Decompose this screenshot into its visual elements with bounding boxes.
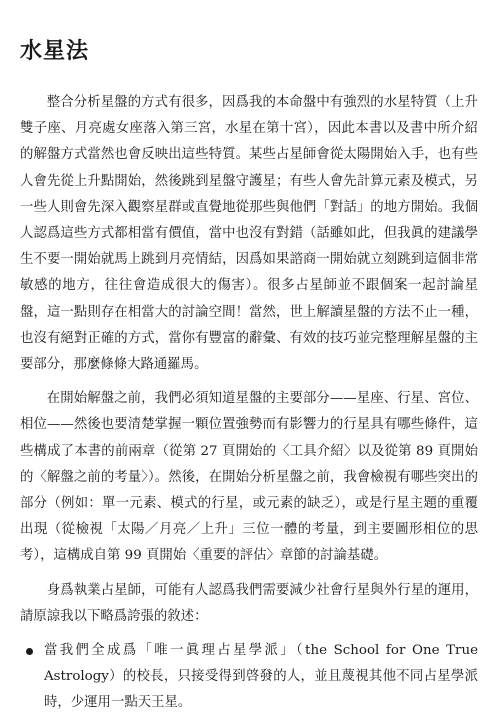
bullet-dot-icon: [26, 648, 33, 655]
section-title: 水星法: [20, 38, 90, 64]
paragraph-1: 整合分析星盤的方式有很多，因爲我的本命盤中有強烈的水星特質（上升雙子座、月亮處女座落入第三宮，水星在第十宮），因此本書以及書中所介紹的解盤方式當然也會反映出這些特質。某些占星師會從太陽開始入手，也有些人會先從上升點開始，然後跳到星盤守護星；有些人會先計算元素及模式，另一些人則會先深入觀察星群或直覺地從那些與他們「對話」的地方開始。我個人認爲這些方式都相當有價值，當中也沒有對錯（話雖如此，但我眞的建議學生不要一開始就馬上跳到月亮情結，因爲如果諮商一開始就立刻跳到這個非常敏感的地方，往往會造成很大的傷害）。很多占星師並不跟個案一起討論星盤，這一點則存在相當大的討論空間！當然，世上解讀星盤的方法不止一種，也沒有絕對正確的方式，當你有豐富的辭彙、有效的技巧並完整理解星盤的主要部分，那麼條條大路通羅馬。: [20, 95, 478, 373]
paragraph-3: 身爲執業占星師，可能有人認爲我們需要減少社會行星與外行星的運用，請原諒我以下略爲誇張的敘述：: [20, 582, 478, 624]
bullet-text: 當我們全成爲「唯一眞理占星學派」（the School for One True Astrology）的校長，只接受得到啓發的人，並且蔑視其他不同占星學派時，少運用一點天王星。: [44, 643, 478, 711]
document-page: [20, 38, 478, 717]
bullet-item: [20, 638, 478, 717]
bullet-list: [20, 638, 478, 717]
paragraph-2: 在開始解盤之前，我們必須知道星盤的主要部分——星座、行星、宮位、相位——然後也要清楚掌握一顆位置強勢而有影響力的行星具有哪些條件，這些構成了本書的前兩章（從第 27 頁開始的〈工具介紹〉以及從第 89 頁開始的〈解盤之前的考量〉）。然後，在開始分析星盤之前，我會檢視有哪些突出的部分（例如：單一元素、模式的行星，或元素的缺乏），或是行星主題的重覆出現（從檢視「太陽／月亮／上升」三位一體的考量，到主要圖形相位的思考），這構成自第 99 頁開始〈重要的評估〉章節的討論基礎。: [20, 391, 478, 564]
